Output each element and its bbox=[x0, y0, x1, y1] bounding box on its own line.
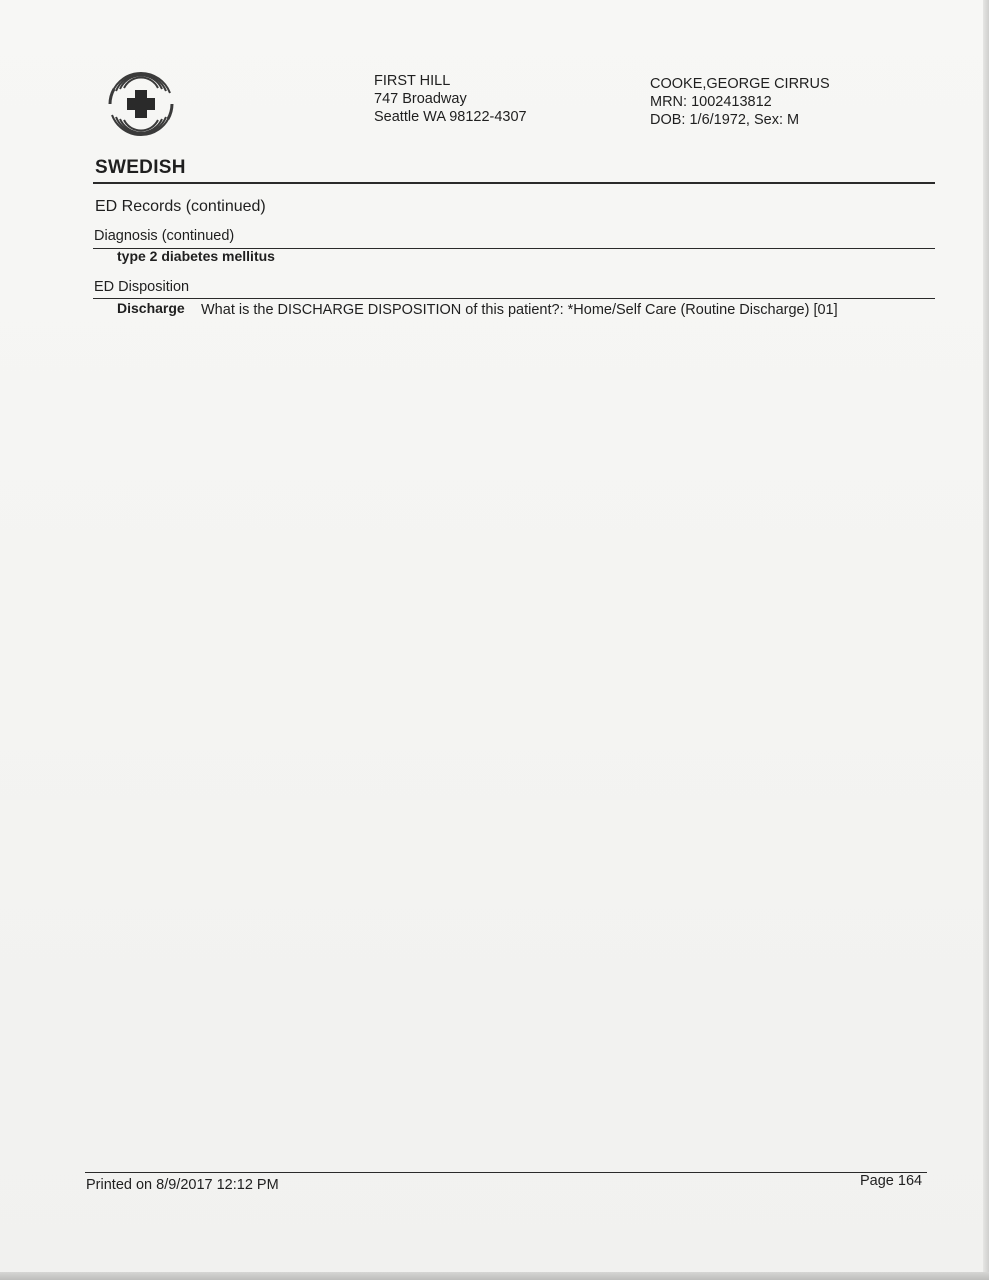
disposition-heading: ED Disposition bbox=[94, 279, 190, 295]
disposition-divider bbox=[93, 298, 935, 299]
header-divider bbox=[93, 182, 935, 184]
disposition-label: Discharge bbox=[117, 300, 185, 316]
facility-street: 747 Broadway bbox=[374, 91, 467, 107]
printed-timestamp: Printed on 8/9/2017 12:12 PM bbox=[86, 1177, 279, 1193]
diagnosis-heading: Diagnosis (continued) bbox=[94, 228, 235, 244]
patient-info bbox=[650, 75, 830, 129]
diagnosis-item: type 2 diabetes mellitus bbox=[117, 248, 275, 264]
section-title: ED Records (continued) bbox=[95, 198, 266, 215]
footer-divider bbox=[85, 1172, 927, 1173]
patient-mrn: MRN: 1002413812 bbox=[650, 94, 772, 110]
scan-edge-right bbox=[983, 0, 989, 1280]
patient-name: COOKE,GEORGE CIRRUS bbox=[650, 76, 830, 92]
facility-address bbox=[374, 72, 527, 126]
patient-dob-sex: DOB: 1/6/1972, Sex: M bbox=[650, 112, 800, 128]
facility-city: Seattle WA 98122-4307 bbox=[374, 109, 527, 125]
page-number: Page 164 bbox=[860, 1173, 923, 1189]
scan-edge-bottom bbox=[0, 1272, 989, 1280]
facility-name: FIRST HILL bbox=[374, 73, 451, 89]
brand-name: SWEDISH bbox=[95, 157, 186, 178]
disposition-text: What is the DISCHARGE DISPOSITION of this patient?: *Home/Self Care (Routine Discharge) [01] bbox=[201, 302, 838, 318]
swedish-logo-icon bbox=[100, 63, 182, 145]
